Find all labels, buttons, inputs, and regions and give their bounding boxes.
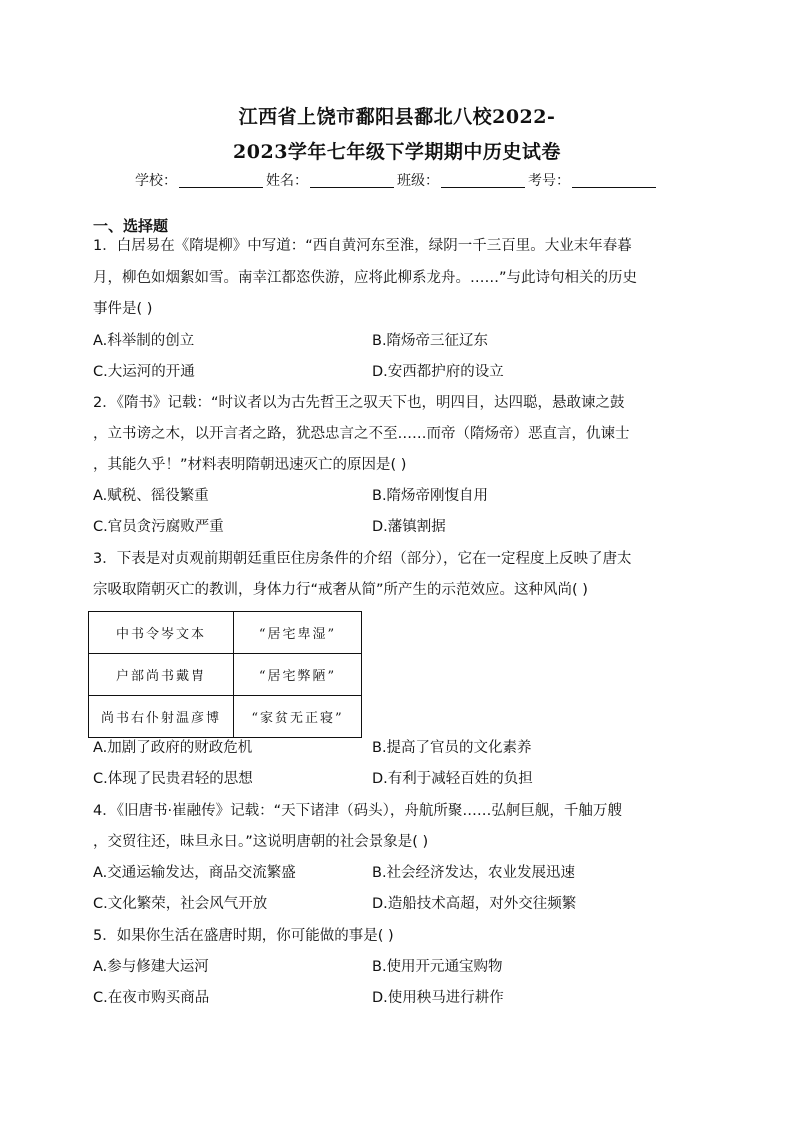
school-field[interactable] — [135, 170, 266, 190]
question-4-stem-line-2: ，交贸往还，昧旦永日。”这说明唐朝的社会景象是( ) — [93, 834, 429, 850]
question-3-option-b[interactable]: B.提高了官员的文化素养 — [372, 740, 532, 756]
class-field[interactable] — [397, 170, 528, 190]
page-title-line-1: 江西省上饶市鄱阳县鄱北八校2022- — [238, 106, 556, 128]
question-1-stem-line-2: 月，柳色如烟絮如雪。南幸江都恣佚游，应将此柳系龙舟。……”与此诗句相关的历史 — [93, 270, 638, 286]
class-label: 班级： — [397, 173, 439, 189]
section-title: 一、选择题 — [93, 217, 169, 235]
question-2-option-b[interactable]: B.隋炀帝刚愎自用 — [372, 488, 489, 504]
name-field[interactable] — [266, 170, 397, 190]
exam-number-label: 考号： — [528, 173, 570, 189]
question-5-option-c[interactable]: C.在夜市购买商品 — [93, 990, 210, 1006]
class-blank[interactable] — [441, 173, 525, 188]
question-3-option-a[interactable]: A.加剧了政府的财政危机 — [93, 740, 253, 756]
table-cell-condition: “居宅卑湿” — [234, 612, 362, 654]
question-1-option-b[interactable]: B.隋炀帝三征辽东 — [372, 333, 489, 349]
question-4-option-d[interactable]: D.造船技术高超，对外交往频繁 — [372, 896, 577, 912]
question-5-option-a[interactable]: A.参与修建大运河 — [93, 959, 209, 975]
table-cell-official: 中书令岑文本 — [89, 612, 234, 654]
table-row — [89, 696, 362, 738]
exam-number-blank[interactable] — [572, 173, 656, 188]
housing-table — [88, 611, 362, 738]
question-5-option-d[interactable]: D.使用秧马进行耕作 — [372, 990, 504, 1006]
question-4-stem-line-1: 4．《旧唐书·崔融传》记载：“天下诸津（码头），舟航所聚……弘舸巨舰，千舳万艘 — [93, 803, 622, 819]
question-3-option-c[interactable]: C.体现了民贵君轻的思想 — [93, 771, 253, 787]
name-label: 姓名： — [266, 173, 308, 189]
page-title-line-2: 2023学年七年级下学期期中历史试卷 — [233, 141, 561, 163]
question-1-option-a[interactable]: A.科举制的创立 — [93, 333, 195, 349]
question-2-option-a[interactable]: A.赋税、徭役繁重 — [93, 488, 209, 504]
question-4-option-a[interactable]: A.交通运输发达，商品交流繁盛 — [93, 865, 296, 881]
question-2-stem-line-1: 2．《隋书》记载：“时议者以为古先哲王之驭天下也，明四目，达四聪，悬敢谏之鼓 — [93, 395, 625, 411]
question-5-option-b[interactable]: B.使用开元通宝购物 — [372, 959, 503, 975]
question-3-stem-line-1: 3．下表是对贞观前期朝廷重臣住房条件的介绍（部分），它在一定程度上反映了唐太 — [93, 551, 632, 567]
question-1-option-c[interactable]: C.大运河的开通 — [93, 364, 195, 380]
school-blank[interactable] — [179, 173, 263, 188]
question-1-stem-line-3: 事件是( ) — [93, 301, 153, 317]
table-cell-official: 尚书右仆射温彦博 — [89, 696, 234, 738]
name-blank[interactable] — [310, 173, 394, 188]
school-label: 学校： — [135, 173, 177, 189]
table-row — [89, 654, 362, 696]
question-3-stem-line-2: 宗吸取隋朝灭亡的教训，身体力行“戒奢从简”所产生的示范效应。这种风尚( ) — [93, 582, 588, 598]
question-1-option-d[interactable]: D.安西都护府的设立 — [372, 364, 504, 380]
question-5-stem-line-1: 5．如果你生活在盛唐时期，你可能做的事是( ) — [93, 928, 394, 944]
table-cell-condition: “家贫无正寝” — [234, 696, 362, 738]
question-2-option-d[interactable]: D.藩镇割据 — [372, 519, 446, 535]
question-3-option-d[interactable]: D.有利于减轻百姓的负担 — [372, 771, 533, 787]
question-4-option-c[interactable]: C.文化繁荣，社会风气开放 — [93, 896, 268, 912]
exam-number-field[interactable] — [528, 170, 659, 190]
table-row — [89, 612, 362, 654]
question-2-option-c[interactable]: C.官员贪污腐败严重 — [93, 519, 224, 535]
table-cell-condition: “居宅弊陋” — [234, 654, 362, 696]
question-2-stem-line-2: ，立书谤之木，以开言者之路，犹恐忠言之不至……而帝（隋炀帝）恶直言，仇谏士 — [93, 426, 630, 442]
question-1-stem-line-1: 1．白居易在《隋堤柳》中写道：“西自黄河东至淮，绿阴一千三百里。大业末年春暮 — [93, 238, 632, 254]
question-2-stem-line-3: ，其能久乎！”材料表明隋朝迅速灭亡的原因是( ) — [93, 457, 407, 473]
question-4-option-b[interactable]: B.社会经济发达，农业发展迅速 — [372, 865, 576, 881]
student-info-line — [0, 170, 794, 190]
table-cell-official: 户部尚书戴胄 — [89, 654, 234, 696]
